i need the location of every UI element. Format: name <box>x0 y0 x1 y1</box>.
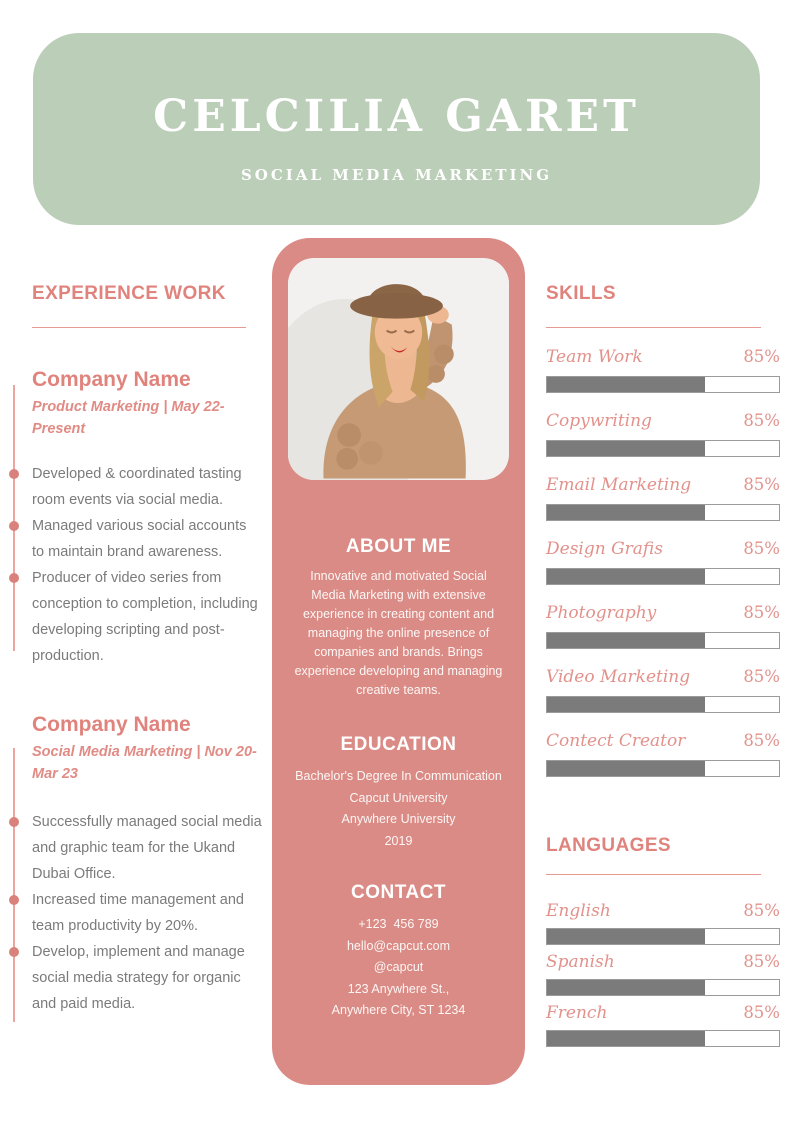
about-text: Innovative and motivated Social Media Marketing with extensive experience in creating content and managing the online presence of companies and brands. Brings experience developing and managing creative teams. <box>294 569 503 697</box>
job-bullet: Increased time management and team productivity by 20%. <box>32 887 262 939</box>
language-item <box>546 952 780 996</box>
language-bar-fill <box>547 980 705 995</box>
skill-bar-fill <box>547 569 705 584</box>
skill-bar <box>546 632 780 649</box>
languages-divider <box>546 874 761 875</box>
language-percent: 85% <box>743 952 780 971</box>
job-bullet: Producer of video series from conception to completion, including developing scripting and post-production. <box>32 565 262 669</box>
skill-label: Copywriting <box>546 411 652 431</box>
profile-photo <box>288 258 509 480</box>
skill-percent: 85% <box>743 603 780 622</box>
skill-bar <box>546 760 780 777</box>
skill-bar-fill <box>547 441 705 456</box>
language-item <box>546 1003 780 1047</box>
contact-phone: +123 456 789 <box>358 917 439 931</box>
job-meta: Product Marketing | May 22-Present <box>32 399 225 437</box>
language-bar-fill <box>547 1031 705 1046</box>
language-bar <box>546 979 780 996</box>
job-bullet-list <box>32 809 262 1017</box>
skill-item <box>546 731 780 777</box>
language-percent: 85% <box>743 1003 780 1022</box>
education-lines <box>272 766 525 852</box>
skill-item <box>546 539 780 585</box>
skill-percent: 85% <box>743 539 780 558</box>
skills-divider <box>546 327 761 328</box>
skills-list <box>546 347 780 795</box>
skill-label: Video Marketing <box>546 667 691 687</box>
skill-percent: 85% <box>743 731 780 750</box>
job-bullet: Develop, implement and manage social media strategy for organic and paid media. <box>32 939 262 1017</box>
experience-entry <box>32 712 262 1017</box>
skill-label: Contect Creator <box>546 731 686 751</box>
skill-bar <box>546 568 780 585</box>
language-bar-fill <box>547 929 705 944</box>
language-bar <box>546 928 780 945</box>
education-year: 2019 <box>384 833 413 848</box>
languages-list <box>546 901 780 1054</box>
language-label: English <box>546 901 611 921</box>
language-bar <box>546 1030 780 1047</box>
skill-bar <box>546 376 780 393</box>
education-school: Capcut University <box>349 790 448 805</box>
skill-item <box>546 347 780 393</box>
contact-heading: CONTACT <box>351 882 446 903</box>
language-item <box>546 901 780 945</box>
job-bullet-list <box>32 461 262 669</box>
header-banner <box>33 33 760 225</box>
job-bullet: Managed various social accounts to maintain brand awareness. <box>32 513 262 565</box>
skill-label: Email Marketing <box>546 475 692 495</box>
education-degree: Bachelor's Degree In Communication <box>295 769 502 783</box>
company-name: Company Name <box>32 713 191 736</box>
skill-percent: 85% <box>743 667 780 686</box>
contact-lines <box>272 914 525 1022</box>
skill-percent: 85% <box>743 411 780 430</box>
skill-label: Design Grafis <box>546 539 663 559</box>
contact-address-line1: 123 Anywhere St., <box>347 981 450 996</box>
person-name: CELCILIA GARET <box>153 91 640 142</box>
languages-heading: LANGUAGES <box>546 835 671 856</box>
experience-entry <box>32 367 262 669</box>
skill-percent: 85% <box>743 475 780 494</box>
skill-item <box>546 411 780 457</box>
skill-item <box>546 475 780 521</box>
skill-item <box>546 603 780 649</box>
company-name: Company Name <box>32 368 191 391</box>
job-meta: Social Media Marketing | Nov 20-Mar 23 <box>32 744 257 782</box>
skill-bar <box>546 696 780 713</box>
skill-percent: 85% <box>743 347 780 366</box>
experience-divider <box>32 327 246 328</box>
experience-heading: EXPERIENCE WORK <box>32 283 226 304</box>
job-bullet: Successfully managed social media and graphic team for the Ukand Dubai Office. <box>32 809 262 887</box>
skill-bar-fill <box>547 761 705 776</box>
portrait-illustration <box>288 258 509 480</box>
skill-label: Team Work <box>546 347 643 367</box>
skill-item <box>546 667 780 713</box>
language-label: French <box>546 1003 608 1023</box>
language-percent: 85% <box>743 901 780 920</box>
skill-label: Photography <box>546 603 657 623</box>
contact-address-line2: Anywhere City, ST 1234 <box>331 1003 466 1017</box>
skill-bar <box>546 504 780 521</box>
contact-email: hello@capcut.com <box>346 938 450 953</box>
education-school: Anywhere University <box>341 812 456 826</box>
timeline-line <box>13 748 15 1022</box>
person-title: SOCIAL MEDIA MARKETING <box>240 166 553 184</box>
timeline-line <box>13 385 15 651</box>
job-bullet: Developed & coordinated tasting room events via social media. <box>32 461 262 513</box>
language-label: Spanish <box>546 952 615 972</box>
skill-bar <box>546 440 780 457</box>
skill-bar-fill <box>547 377 705 392</box>
education-heading: EDUCATION <box>340 734 457 755</box>
about-heading: ABOUT ME <box>345 536 452 557</box>
skills-heading: SKILLS <box>546 283 616 304</box>
contact-handle: @capcut <box>373 960 424 974</box>
profile-panel <box>272 238 525 1085</box>
skill-bar-fill <box>547 505 705 520</box>
skill-bar-fill <box>547 633 705 648</box>
skill-bar-fill <box>547 697 705 712</box>
